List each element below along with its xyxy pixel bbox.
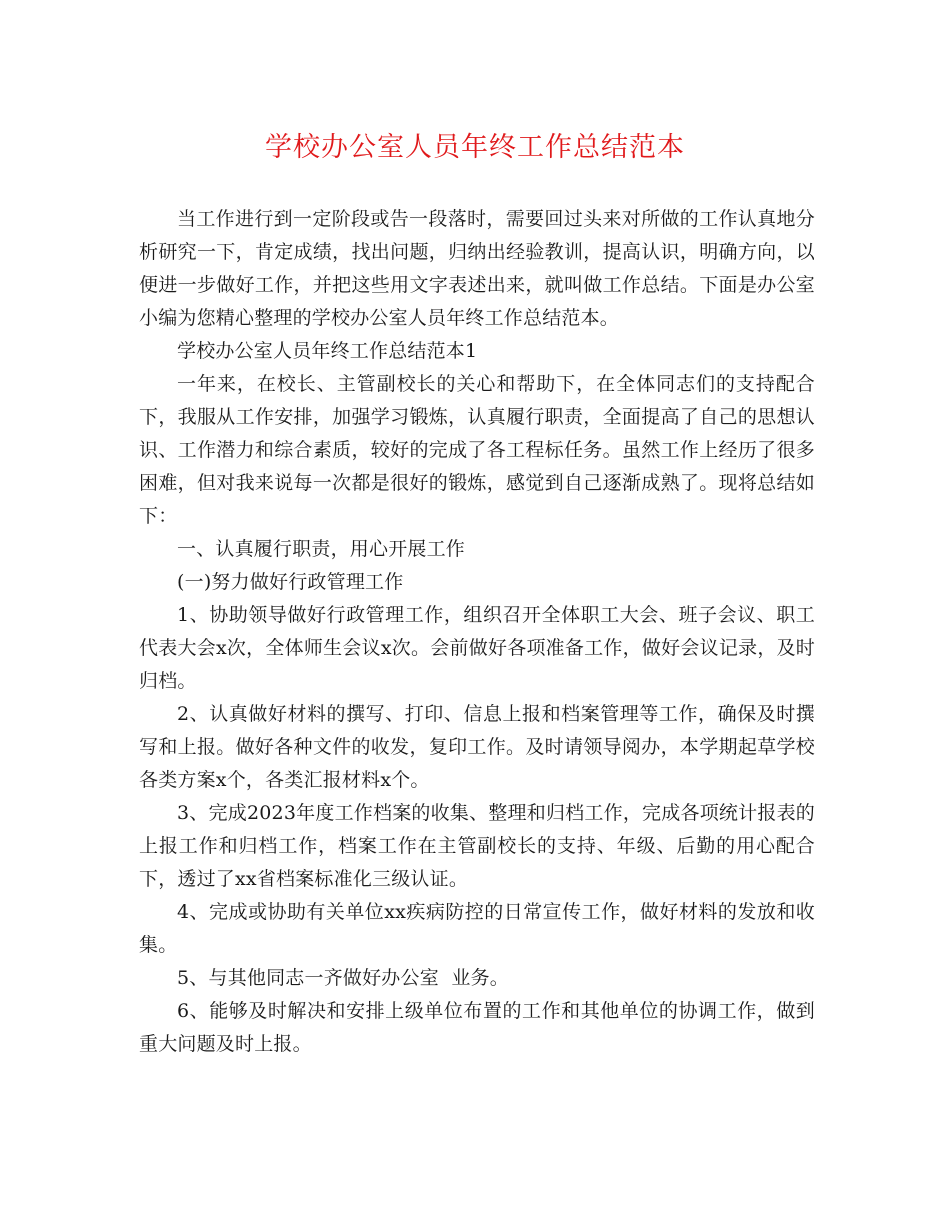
list-item-6: 6、能够及时解决和安排上级单位布置的工作和其他单位的协调工作，做到重大问题及时上报。 [139, 1000, 815, 1055]
list-item-5: 5、与其他同志一齐做好办公室 业务。 [177, 967, 509, 989]
list-item-3: 3、完成2023年度工作档案的收集、整理和归档工作，完成各项统计报表的上报工作和归档工作，档案工作在主管副校长的支持、年级、后勤的用心配合下，透过了xx省档案标准化三级认证。 [139, 802, 815, 890]
document-body [139, 203, 815, 1061]
list-item-1: 1、协助领导做好行政管理工作，组织召开全体职工大会、班子会议、职工代表大会x次，全体师生会议x次。会前做好各项准备工作，做好会议记录，及时归档。 [139, 604, 815, 692]
list-item-2: 2、认真做好材料的撰写、打印、信息上报和档案管理等工作，确保及时撰写和上报。做好各种文件的收发，复印工作。及时请领导阅办，本学期起草学校各类方案x个，各类汇报材料x个。 [139, 703, 815, 791]
list-item-4: 4、完成或协助有关单位xx疾病防控的日常宣传工作，做好材料的发放和收集。 [139, 901, 815, 956]
paragraph-overview: 一年来，在校长、主管副校长的关心和帮助下，在全体同志们的支持配合下，我服从工作安排，加强学习锻炼，认真履行职责，全面提高了自己的思想认识、工作潜力和综合素质，较好的完成了各工程标任务。虽然工作上经历了很多困难，但对我来说每一次都是很好的锻炼，感觉到自己逐渐成熟了。现将总结如下： [139, 373, 815, 527]
document-title: 学校办公室人员年终工作总结范本 [265, 132, 685, 163]
section-heading-1: 一、认真履行职责，用心开展工作 [177, 538, 466, 560]
paragraph-intro: 当工作进行到一定阶段或告一段落时，需要回过头来对所做的工作认真地分析研究一下，肯定成绩，找出问题，归纳出经验教训，提高认识，明确方向，以便进一步做好工作，并把这些用文字表述出来，就叫做工作总结。下面是办公室小编为您精心整理的学校办公室人员年终工作总结范本。 [139, 208, 815, 329]
subsection-heading-1: (一)努力做好行政管理工作 [177, 571, 404, 593]
paragraph-subtitle: 学校办公室人员年终工作总结范本1 [177, 340, 478, 362]
